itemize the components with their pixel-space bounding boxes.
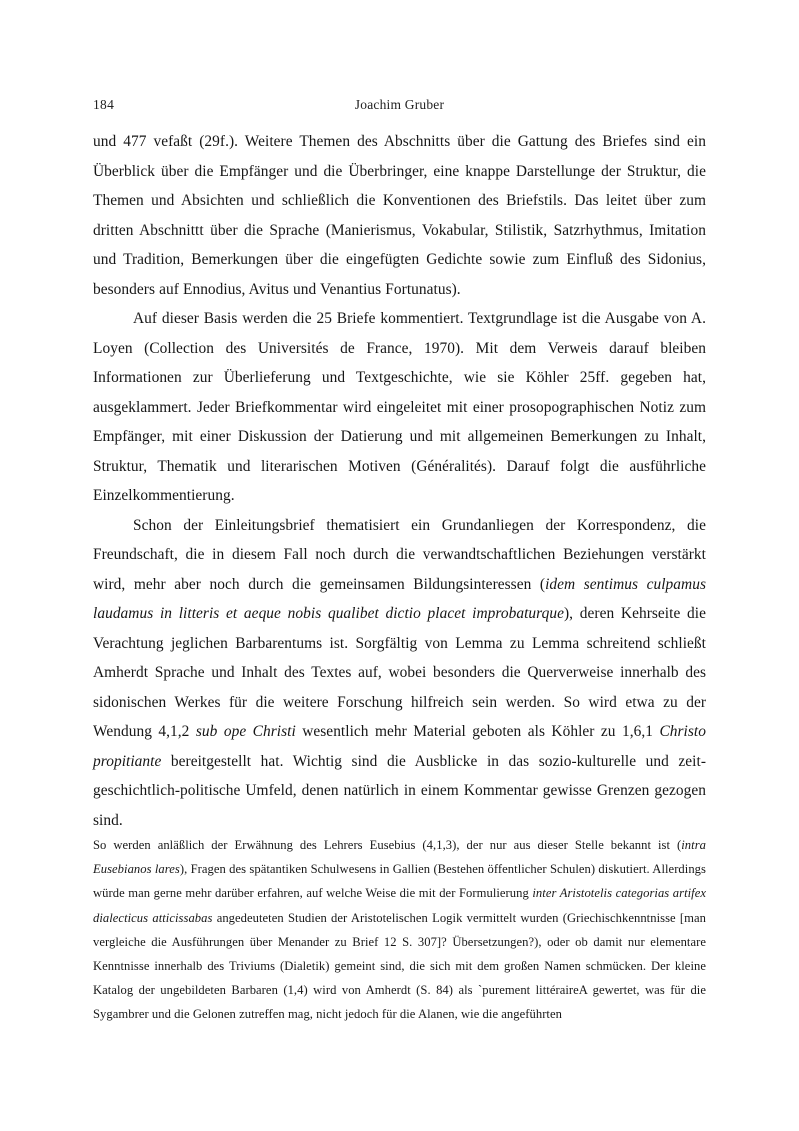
latin-quotation: Christo propitiante: [93, 723, 706, 770]
running-head-author: Joachim Gruber: [354, 97, 445, 112]
text-run: Auf dieser Basis werden die 25 Briefe kommentiert. Textgrundlage ist die Ausgabe von A. Loyen (Collection des Universités de France, 1970). Mit dem Verweis darauf bleiben Informationen zur Überlieferung und Textgeschichte, wie sie Köhler 25ff. gegeben hat, ausgeklammert. Jeder Briefkommentar wird eingeleitet mit einer prosopographischen Notiz zum Empfänger, mit einer Diskussion der Datierung und mit allgemeinen Bemerkungen zu Inhalt, Struktur, Thematik und literarischen Motiven (Généralités). Darauf folgt die ausführliche Einzelkommentierung.: [93, 310, 706, 504]
paragraph: [93, 304, 706, 511]
text-run: und 477 vefaßt (29f.). Weitere Themen des Abschnitts über die Gattung des Briefes sind ein Überblick über die Empfänger und die Überbringer, eine knappe Darstellunge der Struktur, die Themen und Absichten und schließlich die Konventionen des Briefstils. Das leitet über zum dritten Abschnittt über die Sprache (Manierismus, Vokabular, Stilistik, Satzrhythmus, Imitation und Tradition, Bemerkungen über die eingefügten Gedichte sowie zum Einfluß des Sidonius, besonders auf Ennodius, Avitus und Venantius Fortunatus).: [93, 133, 706, 298]
text-run: ), Fragen des spätantiken Schulwesens in Gallien (Bestehen öffentlicher Schulen) diskutiert. Allerdings würde man gerne mehr darüber erfahren, auf welche Weise die mit der Formulierung: [93, 862, 706, 901]
text-run: angedeuteten Studien der Aristotelischen Logik vermittelt wurden (Griechischkenntnisse [man vergleiche die Ausführungen über Menander zu Brief 12 S. 307]? Übersetzungen?), oder ob damit nur elementare Kenntnisse innerhalb des Triviums (Dialetik) gemeint sind, die sich mit dem großen Namen schmücken. Der kleine Katalog der ungebildeten Barbaren (1,4) wird von Amherdt (S. 84) als `purement littéraireA gewertet, was für die Sygambrer und die Gelonen zutreffen mag, nicht jedoch für die Alanen, wie die angeführten: [93, 910, 706, 1022]
latin-quotation: sub ope Christi: [195, 723, 296, 740]
page-number: 184: [93, 97, 115, 112]
text-run: wesentlich mehr Material geboten als Köhler zu 1,6,1: [295, 723, 660, 740]
text-run: So werden anläßlich der Erwähnung des Lehrers Eusebius (4,1,3), der nur aus dieser Stelle bekannt ist (: [93, 838, 682, 852]
paragraph: [93, 511, 706, 836]
latin-quotation: inter Aristotelis categorias artifex dialecticus atticissabas: [93, 886, 707, 925]
paragraph: [93, 127, 706, 304]
text-run: ), deren Kehrseite die Verachtung jeglichen Barbarentums ist. Sorgfältig von Lemma zu Lemma schreitend schließt Amherdt Sprache und Inhalt des Textes auf, wobei besonders die Querverweise innerhalb des sidonischen Werkes für die weitere Forschung hilfreich sein werden. So wird etwa zu der Wendung 4,1,2: [93, 605, 706, 740]
paragraph: [93, 833, 706, 1027]
text-run: bereitgestellt hat. Wichtig sind die Ausblicke in das sozio-kulturelle und zeit-geschichtlich-politische Umfeld, denen natürlich in einem Kommentar gewisse Grenzen gezogen sind.: [93, 752, 706, 829]
running-head: [93, 95, 706, 115]
small-print-excursus-block: [93, 833, 706, 1027]
main-text-block: [93, 127, 706, 835]
latin-quotation: intra Eusebianos lares: [93, 838, 706, 877]
text-run: Schon der Einleitungsbrief thematisiert ein Grundanliegen der Korrespondenz, die Freundschaft, die in diesem Fall noch durch die verwandtschaftlichen Beziehungen verstärkt wird, mehr aber noch durch die gemeinsamen Bildungsinteressen (: [93, 516, 706, 593]
latin-quotation: idem sentimus culpamus laudamus in litteris et aeque nobis qualibet dictio placet improbaturque: [93, 575, 706, 622]
